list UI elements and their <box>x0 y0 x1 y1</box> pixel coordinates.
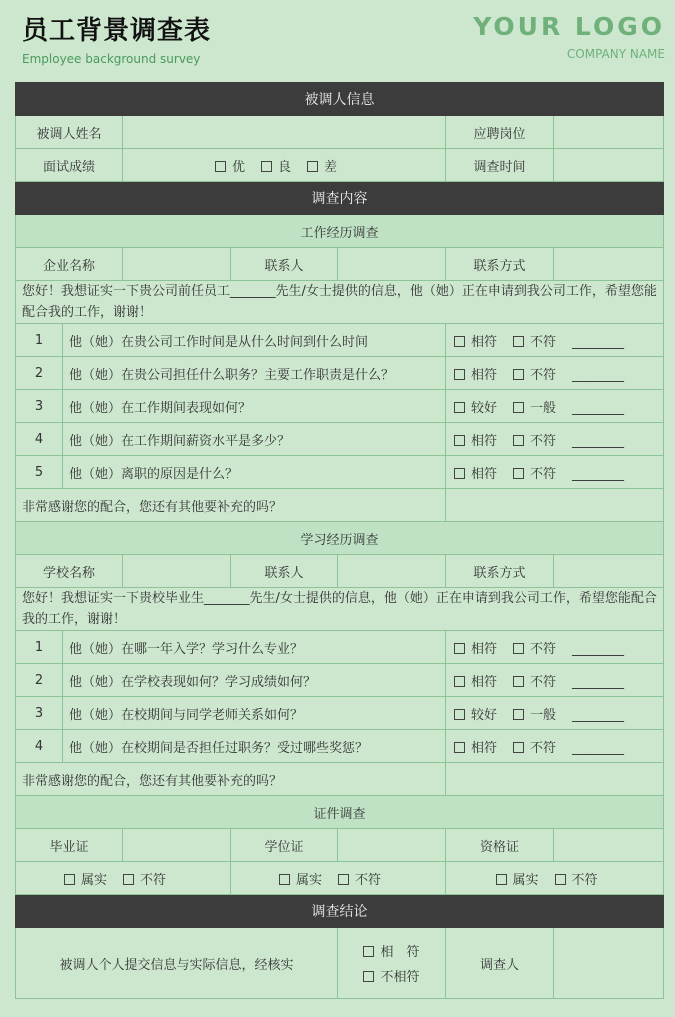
section-title: 调查内容 <box>16 182 664 215</box>
study-thanks: 非常感谢您的配合，您还有其他要补充的吗？ <box>16 763 446 796</box>
answer-options: 相符 不符 ________ <box>446 324 664 357</box>
diploma-options: 属实 不符 <box>16 862 231 895</box>
study-intro: 您好！我想证实一下贵校毕业生_______先生/女士提供的信息，他（她）正在申请到我公司工作，希望您能配合我的工作，谢谢！ <box>16 588 664 631</box>
investigator-field[interactable] <box>554 928 664 999</box>
school-label: 学校名称 <box>16 555 123 588</box>
position-field[interactable] <box>554 116 664 149</box>
answer-blank[interactable]: ________ <box>572 707 625 723</box>
answer-blank[interactable]: ________ <box>572 740 625 756</box>
investigator-label: 调查人 <box>446 928 554 999</box>
degree-label: 学位证 <box>231 829 338 862</box>
checkbox-icon[interactable] <box>363 971 374 982</box>
cert-section-title: 证件调查 <box>16 796 664 829</box>
study-question-row <box>16 697 664 730</box>
question-text: 他（她）在校期间是否担任过职务？受过哪些奖惩？ <box>63 730 446 763</box>
checkbox-icon[interactable] <box>454 742 465 753</box>
question-text: 他（她）在学校表现如何？学习成绩如何？ <box>63 664 446 697</box>
study-question-row <box>16 631 664 664</box>
checkbox-icon[interactable] <box>454 709 465 720</box>
checkbox-icon[interactable] <box>513 676 524 687</box>
checkbox-icon[interactable] <box>513 369 524 380</box>
work-intro: 您好！我想证实一下贵公司前任员工_______先生/女士提供的信息，他（她）正在申请到我公司工作，希望您能配合我的工作，谢谢！ <box>16 281 664 324</box>
contact-field[interactable] <box>338 248 446 281</box>
checkbox-icon[interactable] <box>496 874 507 885</box>
answer-blank[interactable]: ________ <box>572 674 625 690</box>
score-option[interactable]: 差 <box>307 156 337 175</box>
qualification-label: 资格证 <box>446 829 554 862</box>
qualification-field[interactable] <box>554 829 664 862</box>
answer-options: 相符 不符 ________ <box>446 456 664 489</box>
contact-way-field[interactable] <box>554 248 664 281</box>
survey-form <box>15 82 664 999</box>
contact-way-label: 联系方式 <box>446 555 554 588</box>
question-number: 2 <box>16 357 63 390</box>
checkbox-icon[interactable] <box>513 468 524 479</box>
answer-options: 相符 不符 ________ <box>446 664 664 697</box>
question-text: 他（她）在工作期间薪资水平是多少？ <box>63 423 446 456</box>
study-section-title: 学习经历调查 <box>16 522 664 555</box>
checkbox-icon[interactable] <box>513 402 524 413</box>
question-text: 他（她）在校期间与同学老师关系如何？ <box>63 697 446 730</box>
checkbox-icon[interactable] <box>261 161 272 172</box>
work-supplement-field[interactable] <box>446 489 664 522</box>
qualification-options: 属实 不符 <box>446 862 664 895</box>
answer-blank[interactable]: ________ <box>572 400 625 416</box>
answer-blank[interactable]: ________ <box>572 433 625 449</box>
work-question-row <box>16 423 664 456</box>
score-options <box>123 149 446 182</box>
answer-options: 相符 不符 ________ <box>446 423 664 456</box>
question-number: 1 <box>16 631 63 664</box>
section-header-subject <box>16 83 664 116</box>
answer-blank[interactable]: ________ <box>572 466 625 482</box>
checkbox-icon[interactable] <box>454 435 465 446</box>
checkbox-icon[interactable] <box>513 643 524 654</box>
checkbox-icon[interactable] <box>338 874 349 885</box>
checkbox-icon[interactable] <box>123 874 134 885</box>
answer-options: 相符 不符 ________ <box>446 631 664 664</box>
school-field[interactable] <box>123 555 231 588</box>
question-text: 他（她）离职的原因是什么？ <box>63 456 446 489</box>
question-text: 他（她）在工作期间表现如何？ <box>63 390 446 423</box>
checkbox-icon[interactable] <box>454 676 465 687</box>
time-field[interactable] <box>554 149 664 182</box>
work-question-row <box>16 390 664 423</box>
contact-label: 联系人 <box>231 248 338 281</box>
degree-options: 属实 不符 <box>231 862 446 895</box>
question-number: 5 <box>16 456 63 489</box>
question-text: 他（她）在哪一年入学？学习什么专业？ <box>63 631 446 664</box>
question-text: 他（她）在贵公司担任什么职务？主要工作职责是什么？ <box>63 357 446 390</box>
checkbox-icon[interactable] <box>555 874 566 885</box>
company-name: COMPANY NAME <box>566 47 665 61</box>
study-question-row <box>16 664 664 697</box>
conclusion-text: 被调人个人提交信息与实际信息，经核实 <box>16 928 338 999</box>
checkbox-icon[interactable] <box>513 435 524 446</box>
contact-way-field[interactable] <box>554 555 664 588</box>
checkbox-icon[interactable] <box>454 336 465 347</box>
question-number: 2 <box>16 664 63 697</box>
diploma-label: 毕业证 <box>16 829 123 862</box>
checkbox-icon[interactable] <box>215 161 226 172</box>
time-label: 调查时间 <box>446 149 554 182</box>
answer-options: 较好 一般 ________ <box>446 390 664 423</box>
score-label: 面试成绩 <box>16 149 123 182</box>
page-title: 员工背景调查表 <box>22 16 212 46</box>
score-option[interactable]: 优 <box>215 156 245 175</box>
answer-blank[interactable]: ________ <box>572 641 625 657</box>
name-field[interactable] <box>123 116 446 149</box>
work-section-title: 工作经历调查 <box>16 215 664 248</box>
name-label: 被调人姓名 <box>16 116 123 149</box>
page-subtitle: Employee background survey <box>22 52 201 66</box>
section-title: 被调人信息 <box>16 83 664 116</box>
checkbox-icon[interactable] <box>454 402 465 413</box>
answer-options: 相符 不符 ________ <box>446 357 664 390</box>
company-field[interactable] <box>123 248 231 281</box>
work-question-row <box>16 324 664 357</box>
answer-options: 相符 不符 ________ <box>446 730 664 763</box>
conclusion-options: 相 符 不相符 <box>338 928 446 999</box>
checkbox-icon[interactable] <box>454 369 465 380</box>
answer-blank[interactable]: ________ <box>572 367 625 383</box>
answer-options: 较好 一般 ________ <box>446 697 664 730</box>
checkbox-icon[interactable] <box>513 336 524 347</box>
checkbox-icon[interactable] <box>513 709 524 720</box>
cert-options-row <box>16 862 664 895</box>
question-number: 1 <box>16 324 63 357</box>
study-supplement-field[interactable] <box>446 763 664 796</box>
checkbox-icon[interactable] <box>64 874 75 885</box>
work-thanks: 非常感谢您的配合，您还有其他要补充的吗？ <box>16 489 446 522</box>
company-label: 企业名称 <box>16 248 123 281</box>
diploma-field[interactable] <box>123 829 231 862</box>
checkbox-icon[interactable] <box>454 643 465 654</box>
contact-field[interactable] <box>338 555 446 588</box>
score-option[interactable]: 良 <box>261 156 291 175</box>
contact-way-label: 联系方式 <box>446 248 554 281</box>
checkbox-icon[interactable] <box>363 946 374 957</box>
section-title: 调查结论 <box>16 895 664 928</box>
section-header-conclusion <box>16 895 664 928</box>
checkbox-icon[interactable] <box>307 161 318 172</box>
logo: YOUR LOGO <box>473 12 665 41</box>
section-header-content <box>16 182 664 215</box>
question-number: 3 <box>16 697 63 730</box>
checkbox-icon[interactable] <box>279 874 290 885</box>
position-label: 应聘岗位 <box>446 116 554 149</box>
question-number: 4 <box>16 423 63 456</box>
answer-blank[interactable]: ________ <box>572 334 625 350</box>
page-header <box>0 0 675 82</box>
contact-label: 联系人 <box>231 555 338 588</box>
checkbox-icon[interactable] <box>513 742 524 753</box>
question-text: 他（她）在贵公司工作时间是从什么时间到什么时间 <box>63 324 446 357</box>
question-number: 3 <box>16 390 63 423</box>
work-question-row <box>16 456 664 489</box>
work-question-row <box>16 357 664 390</box>
study-question-row <box>16 730 664 763</box>
degree-field[interactable] <box>338 829 446 862</box>
question-number: 4 <box>16 730 63 763</box>
checkbox-icon[interactable] <box>454 468 465 479</box>
